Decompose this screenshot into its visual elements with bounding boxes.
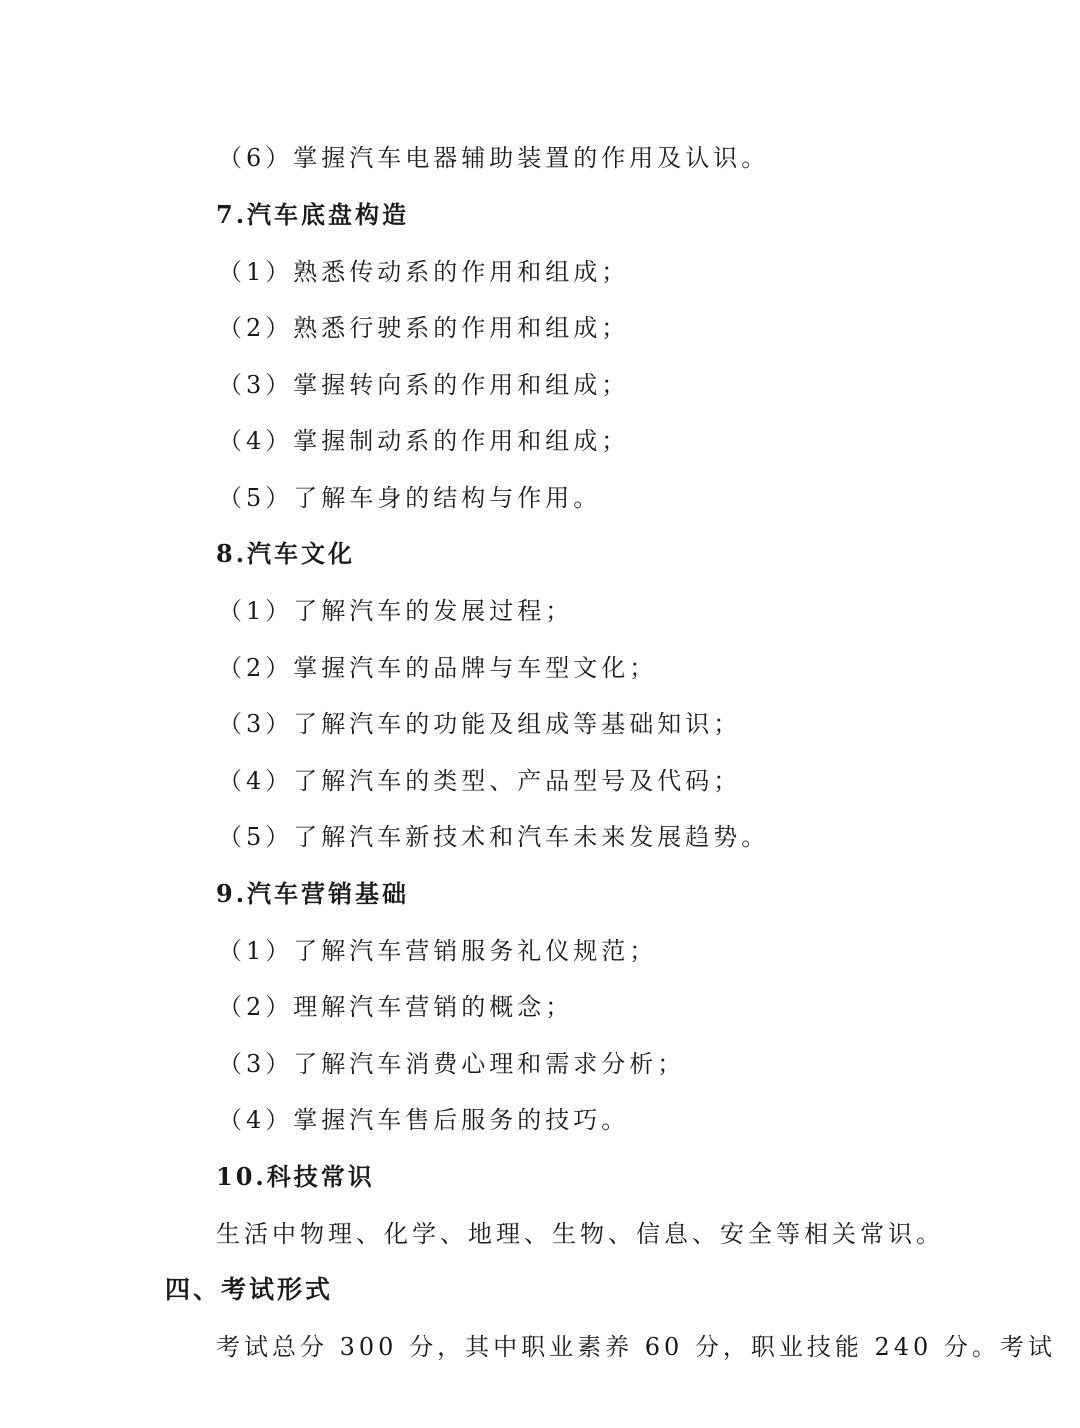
paragraph: 生活中物理、化学、地理、生物、信息、安全等相关常识。: [216, 1220, 944, 1248]
list-item: （3）了解汽车的功能及组成等基础知识；: [218, 710, 742, 738]
list-item: （4）掌握制动系的作用和组成；: [218, 427, 630, 455]
list-item: （4）了解汽车的类型、产品型号及代码；: [218, 767, 742, 795]
list-item: （3）了解汽车消费心理和需求分析；: [218, 1050, 686, 1078]
list-item: （2）掌握汽车的品牌与车型文化；: [218, 654, 658, 682]
chapter-heading: 四、考试形式: [165, 1275, 334, 1304]
list-item: （1）熟悉传动系的作用和组成；: [218, 258, 630, 286]
list-item: （3）掌握转向系的作用和组成；: [218, 371, 630, 399]
list-item: （5）了解汽车新技术和汽车未来发展趋势。: [218, 823, 770, 851]
list-item: （5）了解车身的结构与作用。: [218, 484, 602, 512]
list-item: （1）了解汽车的发展过程；: [218, 597, 574, 625]
paragraph: 考试总分 300 分，其中职业素养 60 分，职业技能 240 分。考试: [216, 1333, 1056, 1361]
section-heading: 7.汽车底盘构造: [216, 200, 410, 229]
list-item: （1）了解汽车营销服务礼仪规范；: [218, 937, 658, 965]
section-heading: 9.汽车营销基础: [216, 879, 410, 908]
list-item: （2）熟悉行驶系的作用和组成；: [218, 314, 630, 342]
list-item: （6）掌握汽车电器辅助装置的作用及认识。: [218, 144, 770, 172]
section-heading: 10.科技常识: [216, 1162, 375, 1191]
list-item: （4）掌握汽车售后服务的技巧。: [218, 1106, 630, 1134]
list-item: （2）理解汽车营销的概念；: [218, 993, 574, 1021]
section-heading: 8.汽车文化: [216, 539, 356, 568]
